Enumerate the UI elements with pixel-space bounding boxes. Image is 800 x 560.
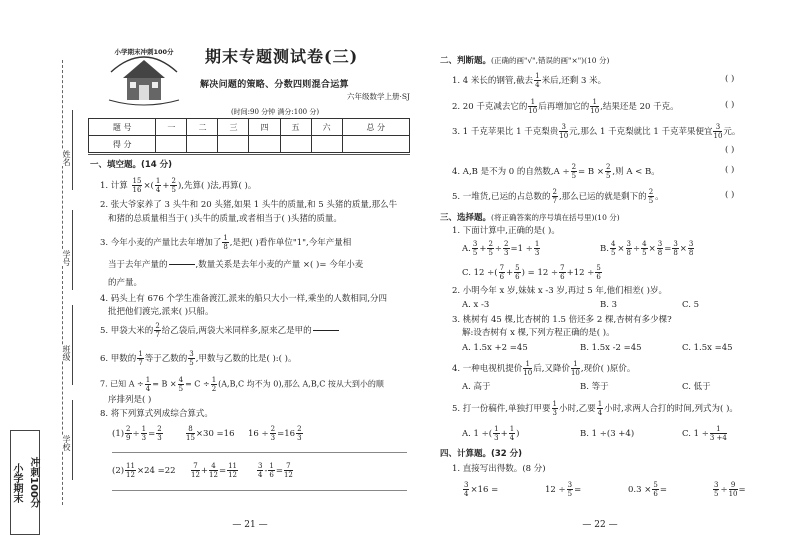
student-id-field[interactable] <box>72 210 86 290</box>
score-table <box>88 118 410 153</box>
binding-margin <box>0 0 90 560</box>
q6-text: ,甲数与乙数的比是( ):( )。 <box>195 354 297 364</box>
score-cell[interactable] <box>249 136 280 153</box>
fraction: $\frac{1}{4}$ <box>155 177 161 194</box>
fraction: $\frac{2}{5}$ <box>171 177 176 194</box>
section-title: 二、判断题。 <box>440 56 492 66</box>
judge-4: 4. A,B 是不为 0 的自然数,A ÷ $\frac{2}{5}$ = B × $\frac{2}{5}$ ,则 A < B。 <box>452 163 660 180</box>
answer-bracket[interactable]: ( ) <box>725 165 735 175</box>
calc-item: $\frac{3}{4}$ ×16 = <box>464 481 499 498</box>
calc-item: 12 ÷ $\frac{3}{5}$ = <box>545 481 582 498</box>
brand-strip-text-2: 冲刺100分 <box>28 457 39 508</box>
fraction-blank[interactable] <box>169 256 195 273</box>
fraction: $\frac{4}{5}$ <box>178 376 184 393</box>
page-subtitle: 解决问题的策略、分数四则混合运算 <box>200 80 349 90</box>
q3-text: ,是把( )看作单位"1",今年产量相 <box>229 238 352 248</box>
judge-5: 5. 一堆货,已运的占总数的 $\frac{2}{7}$ ,那么已运的就是剩下的 $\frac{2}{5}$ 。 <box>452 188 664 205</box>
q8-row2-item3: $\frac{3}{4}$ - $\frac{1}{6}$ = $\frac{7}{12}$ <box>258 462 293 479</box>
answer-line[interactable] <box>112 490 407 491</box>
judge-2: 2. 20 千克减去它的 $\frac{1}{10}$ 后再增加它的 $\frac{1}{10}$ ,结果还是 20 千克。 <box>452 98 679 115</box>
score-row-label: 得 分 <box>89 136 156 153</box>
q8-row2-item1: (2) $\frac{11}{12}$ ×24 =22 <box>112 462 176 479</box>
time-info: (时间:90 分钟 满分:100 分) <box>230 108 320 116</box>
fraction: $\frac{1}{7}$ <box>138 350 143 367</box>
logo-house-icon <box>103 38 185 110</box>
grade-label: 六年级数学上册·SJ <box>346 92 410 101</box>
question-2-line-2: 和猪的总质量相当于( )头牛的质量,或者相当于( )头猪的质量。 <box>108 214 342 224</box>
q3-text: ,数量关系是去年小麦的产量 ×( )= 今年小麦 <box>195 260 364 270</box>
answer-bracket[interactable]: ( ) <box>725 74 735 84</box>
q5-text: 给乙袋后,两袋大米同样多,原来乙是甲的 <box>161 326 312 336</box>
score-header-cell: 一 <box>156 119 187 136</box>
section-fill-blank: 一、填空题。(14 分) <box>90 160 173 170</box>
school-field[interactable] <box>72 400 86 480</box>
score-header-cell: 题 号 <box>89 119 156 136</box>
page-title: 期末专题测试卷(三) <box>205 47 359 66</box>
q6-text: 等于乙数的 <box>144 354 188 364</box>
answer-bracket[interactable]: ( ) <box>725 190 735 200</box>
question-6 <box>100 350 297 367</box>
choice-3-option-b[interactable]: B. 1.5x -2 =45 <box>580 343 642 353</box>
choice-5-option-c[interactable]: C. 1 ÷ $\frac{1}{3 +4}$ <box>682 425 727 442</box>
choice-2-option-a[interactable]: A. x -3 <box>462 300 490 310</box>
q1-text: + <box>162 181 170 191</box>
question-1 <box>100 177 256 194</box>
q7-text: 7. 已知 A ÷ <box>100 379 144 389</box>
fraction-blank[interactable] <box>313 322 339 339</box>
label-name: 姓名 <box>52 150 72 166</box>
q3-text: 当于去年产量的 <box>108 260 168 270</box>
label-school: 学校 <box>52 435 72 451</box>
divider <box>88 154 410 155</box>
page-number: — 22 — <box>582 520 618 530</box>
calc-item: 0.3 × $\frac{5}{6}$ = <box>628 481 667 498</box>
choice-1-option-b[interactable]: B. $\frac{4}{5}$ × $\frac{3}{8}$ ÷ $\frac{4}{5}$ × $\frac{3}{8}$ = $\frac{3}{8}$ × $\frac{3}{8}$ <box>600 240 694 257</box>
section-calculation: 四、计算题。(32 分) <box>440 449 523 459</box>
question-8: 8. 将下列算式列成综合算式。 <box>100 409 213 419</box>
score-cell[interactable] <box>187 136 218 153</box>
choice-1-option-c[interactable]: C. 12 ÷( $\frac{7}{6}$ + $\frac{5}{6}$ ) = 12 ÷ $\frac{7}{6}$ +12 ÷ $\frac{5}{6}$ <box>462 264 601 281</box>
question-3-line-3: 的产量。 <box>108 278 143 288</box>
judge-1: 1. 4 米长的钢管,截去 $\frac{1}{4}$ 米后,还剩 3 米。 <box>452 72 607 89</box>
answer-line[interactable] <box>112 452 407 453</box>
choice-2-option-b[interactable]: B. 3 <box>600 300 618 310</box>
score-cell[interactable] <box>311 136 342 153</box>
q1-text: ),先算( )法,再算( )。 <box>177 181 257 191</box>
section-title: 三、选择题。 <box>440 213 492 223</box>
q1-text: ×( <box>143 181 154 191</box>
choice-3-line-2: 解:设杏树有 x 棵,下列方程正确的是( )。 <box>462 328 615 338</box>
question-5 <box>100 322 340 339</box>
q3-text: 3. 今年小麦的产量比去年增加了 <box>100 238 222 248</box>
q5-text: 5. 甲袋大米的 <box>100 326 154 336</box>
logo-text: 小学期末冲刺100分 <box>114 48 174 56</box>
calc-item: $\frac{3}{5}$ ÷ $\frac{9}{10}$ = <box>714 481 746 498</box>
choice-4-option-b[interactable]: B. 等于 <box>580 382 609 392</box>
fraction: $\frac{1}{8}$ <box>223 234 228 251</box>
score-table-score-row <box>89 136 410 153</box>
question-7-line-1 <box>100 376 384 393</box>
score-header-cell: 四 <box>249 119 280 136</box>
score-cell[interactable] <box>218 136 249 153</box>
score-header-cell: 五 <box>280 119 311 136</box>
label-class: 班级 <box>52 345 72 361</box>
section-true-false <box>440 55 609 67</box>
choice-5: 5. 打一份稿件,单独打甲要 $\frac{1}{3}$ 小时,乙要 $\frac{1}{4}$ 小时,求两人合打的时间,列式为( )。 <box>452 400 738 417</box>
calc-1: 1. 直接写出得数。(8 分) <box>452 464 546 474</box>
q7-text: = C ÷ <box>185 379 210 389</box>
choice-1: 1. 下面计算中,正确的是( )。 <box>452 226 560 236</box>
score-header-cell: 总 分 <box>342 119 409 136</box>
score-header-cell: 六 <box>311 119 342 136</box>
choice-3-line-1: 3. 桃树有 45 棵,比杏树的 1.5 倍还多 2 棵,杏树有多少棵? <box>452 315 672 325</box>
choice-3-option-a[interactable]: A. 1.5x +2 =45 <box>462 343 528 353</box>
question-7-line-2: 序排列是( ) <box>108 395 152 405</box>
q1-text: 1. 计算 <box>100 181 128 191</box>
question-2-line-1: 2. 张大爷家养了 3 头牛和 20 头猪,如果 1 头牛的质量,和 5 头猪的质量,那么牛 <box>100 200 398 210</box>
question-4-line-1: 4. 码头上有 676 个学生准备渡江,派来的船只大小一样,乘坐的人数相同,分四 <box>100 294 388 304</box>
judge-3: 3. 1 千克苹果比 1 千克梨贵 $\frac{3}{10}$ 元,那么 1 千克梨就比 1 千克苹果便宜 $\frac{3}{10}$ 元。 <box>452 123 741 140</box>
q7-text: (A,B,C 均不为 0),那么 A,B,C 按从大到小的顺 <box>218 379 384 389</box>
choice-2: 2. 小明今年 x 岁,妹妹 x -3 岁,再过 5 年,他们相差( )岁。 <box>452 286 667 296</box>
q8-row1-item1: (1) $\frac{2}{9}$ ÷ $\frac{1}{3}$ = $\frac{2}{3}$ <box>112 425 162 442</box>
choice-5-option-b[interactable]: B. 1 ÷(3 +4) <box>580 429 635 439</box>
right-page <box>400 0 800 560</box>
answer-bracket[interactable]: ( ) <box>725 100 735 110</box>
score-table-header-row <box>89 119 410 136</box>
fraction: $\frac{15}{16}$ <box>132 177 142 194</box>
class-field[interactable] <box>72 305 86 385</box>
q8-row1-item3: 16 ÷ $\frac{2}{3}$ =16 $\frac{2}{3}$ <box>248 425 302 442</box>
score-header-cell: 三 <box>218 119 249 136</box>
choice-2-option-c[interactable]: C. 5 <box>682 300 700 310</box>
name-field[interactable] <box>72 110 86 190</box>
fraction: $\frac{3}{5}$ <box>189 350 194 367</box>
choice-1-option-a[interactable]: A. $\frac{3}{5}$ + $\frac{2}{5}$ ÷ $\frac{2}{3}$ =1 ÷ $\frac{1}{3}$ <box>462 240 540 257</box>
choice-4-option-a[interactable]: A. 高于 <box>462 382 491 392</box>
q8-row2-item2: $\frac{7}{12}$ + $\frac{4}{12}$ = $\frac{11}{12}$ <box>191 462 238 479</box>
choice-3-option-c[interactable]: C. 1.5x =45 <box>682 343 733 353</box>
choice-4: 4. 一种电视机提价 $\frac{1}{10}$ 后,又降价 $\frac{1}{10}$ ,现价( )原价。 <box>452 360 636 377</box>
fraction: $\frac{1}{4}$ <box>145 376 151 393</box>
answer-bracket[interactable]: ( ) <box>725 145 735 155</box>
score-cell[interactable] <box>156 136 187 153</box>
question-4-line-2: 批把他们渡完,派来( )只船。 <box>108 307 214 317</box>
fraction: $\frac{2}{7}$ <box>155 322 160 339</box>
brand-strip-text-1: 小学期末 <box>11 462 22 503</box>
question-3-line-2 <box>108 256 363 273</box>
question-3-line-1 <box>100 234 351 251</box>
choice-4-option-c[interactable]: C. 低于 <box>682 382 711 392</box>
section-multiple-choice <box>440 212 620 224</box>
brand-strip <box>10 430 40 535</box>
section-note: (将正确答案的序号填在括号里)(10 分) <box>491 213 620 222</box>
fraction: $\frac{1}{2}$ <box>211 376 217 393</box>
section-note: (正确的画"√",错误的画"×")(10 分) <box>491 56 610 65</box>
page-number: — 21 — <box>232 520 268 530</box>
choice-5-option-a[interactable]: A. 1 ÷( $\frac{1}{3}$ + $\frac{1}{4}$ ) <box>462 425 520 442</box>
score-header-cell: 二 <box>187 119 218 136</box>
q8-row1-item2: $\frac{8}{15}$ ×30 =16 <box>186 425 235 442</box>
q7-text: = B × <box>152 379 177 389</box>
label-student-id: 学号 <box>52 250 72 266</box>
q6-text: 6. 甲数的 <box>100 354 137 364</box>
score-cell[interactable] <box>280 136 311 153</box>
